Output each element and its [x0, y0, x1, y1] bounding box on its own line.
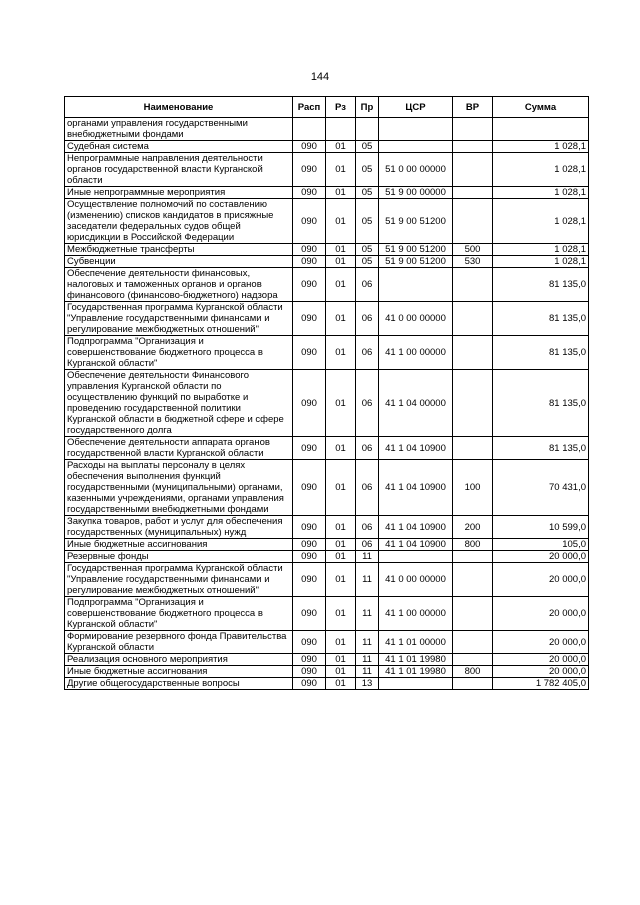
cell-vr: [453, 302, 493, 336]
cell-vr: 800: [453, 539, 493, 551]
table-row: [65, 118, 589, 141]
cell-rz: 01: [326, 666, 356, 678]
cell-sum: 1 028,1: [493, 141, 589, 153]
cell-vr: 100: [453, 460, 493, 516]
cell-sum: [493, 118, 589, 141]
cell-name: Другие общегосударственные вопросы: [65, 678, 293, 690]
cell-name: Иные бюджетные ассигнования: [65, 539, 293, 551]
cell-sum: 81 135,0: [493, 437, 589, 460]
cell-csr: 41 1 04 10900: [379, 539, 453, 551]
cell-rasp: 090: [293, 437, 326, 460]
cell-rasp: 090: [293, 654, 326, 666]
cell-rz: 01: [326, 551, 356, 563]
cell-rz: 01: [326, 244, 356, 256]
cell-vr: [453, 678, 493, 690]
table-row: [65, 199, 589, 244]
cell-csr: 41 1 01 19980: [379, 666, 453, 678]
cell-sum: 81 135,0: [493, 302, 589, 336]
cell-sum: 10 599,0: [493, 516, 589, 539]
cell-pr: 06: [356, 302, 379, 336]
cell-csr: [379, 551, 453, 563]
cell-sum: 20 000,0: [493, 597, 589, 631]
table-row: [65, 563, 589, 597]
cell-pr: 06: [356, 370, 379, 437]
cell-rz: 01: [326, 187, 356, 199]
cell-name: органами управления государственными внебюджетными фондами: [65, 118, 293, 141]
cell-pr: 06: [356, 336, 379, 370]
cell-name: Закупка товаров, работ и услуг для обеспечения государственных (муниципальных) нужд: [65, 516, 293, 539]
cell-rz: 01: [326, 516, 356, 539]
cell-name: Иные непрограммные мероприятия: [65, 187, 293, 199]
table-row: [65, 539, 589, 551]
cell-name: Субвенции: [65, 256, 293, 268]
cell-pr: 06: [356, 437, 379, 460]
cell-rasp: 090: [293, 199, 326, 244]
table-header-row: [65, 97, 589, 118]
table-row: [65, 666, 589, 678]
cell-rz: 01: [326, 654, 356, 666]
cell-vr: [453, 187, 493, 199]
cell-sum: 1 028,1: [493, 199, 589, 244]
cell-sum: 1 028,1: [493, 256, 589, 268]
cell-rasp: 090: [293, 153, 326, 187]
table-row: [65, 187, 589, 199]
cell-rz: 01: [326, 153, 356, 187]
cell-vr: [453, 631, 493, 654]
cell-name: Обеспечение деятельности финансовых, налоговых и таможенных органов и органов финансового (финансово-бюджетного) надзора: [65, 268, 293, 302]
cell-sum: 20 000,0: [493, 563, 589, 597]
cell-name: Расходы на выплаты персоналу в целях обеспечения выполнения функций государственными (муниципальными) органами, казенными учреждениями, органами управления государственными внебюджетными фондами: [65, 460, 293, 516]
cell-rz: 01: [326, 539, 356, 551]
table-row: [65, 141, 589, 153]
cell-rz: 01: [326, 370, 356, 437]
table-row: [65, 551, 589, 563]
cell-name: Осуществление полномочий по составлению (изменению) списков кандидатов в присяжные заседатели федеральных судов общей юрисдикции в Российской Федерации: [65, 199, 293, 244]
cell-sum: 20 000,0: [493, 551, 589, 563]
cell-rz: 01: [326, 563, 356, 597]
cell-pr: 05: [356, 244, 379, 256]
cell-pr: 06: [356, 460, 379, 516]
page-number: 144: [310, 71, 330, 83]
cell-rasp: 090: [293, 631, 326, 654]
cell-pr: 05: [356, 153, 379, 187]
table-row: [65, 460, 589, 516]
cell-sum: 105,0: [493, 539, 589, 551]
cell-rasp: 090: [293, 244, 326, 256]
table-row: [65, 370, 589, 437]
cell-csr: 51 9 00 51200: [379, 256, 453, 268]
cell-vr: 500: [453, 244, 493, 256]
cell-name: Межбюджетные трансферты: [65, 244, 293, 256]
cell-name: Иные бюджетные ассигнования: [65, 666, 293, 678]
table-row: [65, 153, 589, 187]
cell-vr: [453, 597, 493, 631]
table-row: [65, 597, 589, 631]
cell-csr: 41 1 01 00000: [379, 631, 453, 654]
cell-rasp: 090: [293, 370, 326, 437]
cell-pr: 11: [356, 631, 379, 654]
cell-name: Непрограммные направления деятельности органов государственной власти Курганской области: [65, 153, 293, 187]
cell-sum: 81 135,0: [493, 268, 589, 302]
cell-pr: 06: [356, 516, 379, 539]
cell-csr: 41 0 00 00000: [379, 563, 453, 597]
cell-csr: 41 1 04 00000: [379, 370, 453, 437]
cell-rasp: [293, 118, 326, 141]
cell-csr: 41 1 04 10900: [379, 516, 453, 539]
cell-rasp: 090: [293, 551, 326, 563]
cell-rasp: 090: [293, 268, 326, 302]
cell-csr: [379, 678, 453, 690]
cell-name: Обеспечение деятельности Финансового управления Курганской области по осуществлению функций по выработке и проведению государственной политики Курганской области в бюджетной сфере и сфере государственного долга: [65, 370, 293, 437]
cell-rasp: 090: [293, 563, 326, 597]
cell-rasp: 090: [293, 539, 326, 551]
cell-sum: 70 431,0: [493, 460, 589, 516]
cell-sum: 20 000,0: [493, 666, 589, 678]
cell-rz: 01: [326, 302, 356, 336]
cell-name: Судебная система: [65, 141, 293, 153]
cell-vr: [453, 437, 493, 460]
cell-rz: 01: [326, 597, 356, 631]
cell-pr: 11: [356, 654, 379, 666]
cell-rasp: 090: [293, 336, 326, 370]
cell-pr: 06: [356, 539, 379, 551]
cell-pr: [356, 118, 379, 141]
cell-csr: 41 1 01 19980: [379, 654, 453, 666]
cell-pr: 05: [356, 256, 379, 268]
cell-vr: [453, 370, 493, 437]
table-row: [65, 437, 589, 460]
cell-csr: 41 1 04 10900: [379, 437, 453, 460]
cell-rz: 01: [326, 678, 356, 690]
cell-sum: 1 028,1: [493, 244, 589, 256]
cell-vr: [453, 268, 493, 302]
table-row: [65, 336, 589, 370]
cell-pr: 05: [356, 141, 379, 153]
table-row: [65, 654, 589, 666]
table-row: [65, 302, 589, 336]
cell-vr: [453, 551, 493, 563]
header-pr: Пр: [356, 97, 379, 118]
cell-pr: 11: [356, 563, 379, 597]
cell-rz: 01: [326, 460, 356, 516]
cell-sum: 1 028,1: [493, 187, 589, 199]
cell-rz: [326, 118, 356, 141]
table-row: [65, 244, 589, 256]
cell-rz: 01: [326, 437, 356, 460]
cell-pr: 05: [356, 187, 379, 199]
cell-vr: 200: [453, 516, 493, 539]
cell-sum: 1 028,1: [493, 153, 589, 187]
cell-csr: 51 9 00 51200: [379, 244, 453, 256]
cell-csr: 51 9 00 00000: [379, 187, 453, 199]
cell-csr: [379, 268, 453, 302]
cell-rz: 01: [326, 631, 356, 654]
table-row: [65, 268, 589, 302]
cell-rasp: 090: [293, 678, 326, 690]
cell-rasp: 090: [293, 256, 326, 268]
table-row: [65, 678, 589, 690]
cell-rasp: 090: [293, 302, 326, 336]
table-row: [65, 631, 589, 654]
cell-rz: 01: [326, 199, 356, 244]
header-name: Наименование: [65, 97, 293, 118]
cell-csr: 51 9 00 51200: [379, 199, 453, 244]
cell-pr: 11: [356, 551, 379, 563]
header-rasp: Расп: [293, 97, 326, 118]
cell-sum: 20 000,0: [493, 631, 589, 654]
cell-vr: [453, 563, 493, 597]
cell-rz: 01: [326, 336, 356, 370]
cell-name: Реализация основного мероприятия: [65, 654, 293, 666]
cell-sum: 81 135,0: [493, 336, 589, 370]
cell-name: Подпрограмма "Организация и совершенствование бюджетного процесса в Курганской области": [65, 336, 293, 370]
cell-name: Государственная программа Курганской области "Управление государственными финансами и регулирование межбюджетных отношений": [65, 563, 293, 597]
header-rz: Рз: [326, 97, 356, 118]
cell-csr: 41 1 04 10900: [379, 460, 453, 516]
cell-rz: 01: [326, 268, 356, 302]
cell-name: Государственная программа Курганской области "Управление государственными финансами и регулирование межбюджетных отношений": [65, 302, 293, 336]
cell-vr: [453, 153, 493, 187]
cell-name: Обеспечение деятельности аппарата органов государственной власти Курганской области: [65, 437, 293, 460]
cell-name: Подпрограмма "Организация и совершенствование бюджетного процесса в Курганской области": [65, 597, 293, 631]
cell-pr: 05: [356, 199, 379, 244]
cell-vr: [453, 118, 493, 141]
cell-name: Формирование резервного фонда Правительства Курганской области: [65, 631, 293, 654]
cell-rasp: 090: [293, 187, 326, 199]
cell-sum: 1 782 405,0: [493, 678, 589, 690]
cell-rasp: 090: [293, 516, 326, 539]
cell-csr: 41 1 00 00000: [379, 597, 453, 631]
table-row: [65, 516, 589, 539]
cell-rasp: 090: [293, 460, 326, 516]
cell-vr: 800: [453, 666, 493, 678]
table-row: [65, 256, 589, 268]
cell-rasp: 090: [293, 597, 326, 631]
header-csr: ЦСР: [379, 97, 453, 118]
cell-csr: [379, 118, 453, 141]
cell-rz: 01: [326, 141, 356, 153]
cell-vr: [453, 336, 493, 370]
cell-pr: 11: [356, 666, 379, 678]
cell-pr: 11: [356, 597, 379, 631]
cell-vr: [453, 654, 493, 666]
cell-sum: 20 000,0: [493, 654, 589, 666]
cell-rasp: 090: [293, 141, 326, 153]
budget-table: [64, 96, 589, 690]
header-sum: Сумма: [493, 97, 589, 118]
cell-vr: [453, 141, 493, 153]
table-body: [65, 118, 589, 690]
cell-name: Резервные фонды: [65, 551, 293, 563]
cell-csr: [379, 141, 453, 153]
cell-rz: 01: [326, 256, 356, 268]
cell-vr: [453, 199, 493, 244]
cell-vr: 530: [453, 256, 493, 268]
cell-rasp: 090: [293, 666, 326, 678]
header-vr: ВР: [453, 97, 493, 118]
cell-csr: 41 1 00 00000: [379, 336, 453, 370]
cell-pr: 06: [356, 268, 379, 302]
cell-pr: 13: [356, 678, 379, 690]
cell-csr: 41 0 00 00000: [379, 302, 453, 336]
cell-sum: 81 135,0: [493, 370, 589, 437]
cell-csr: 51 0 00 00000: [379, 153, 453, 187]
